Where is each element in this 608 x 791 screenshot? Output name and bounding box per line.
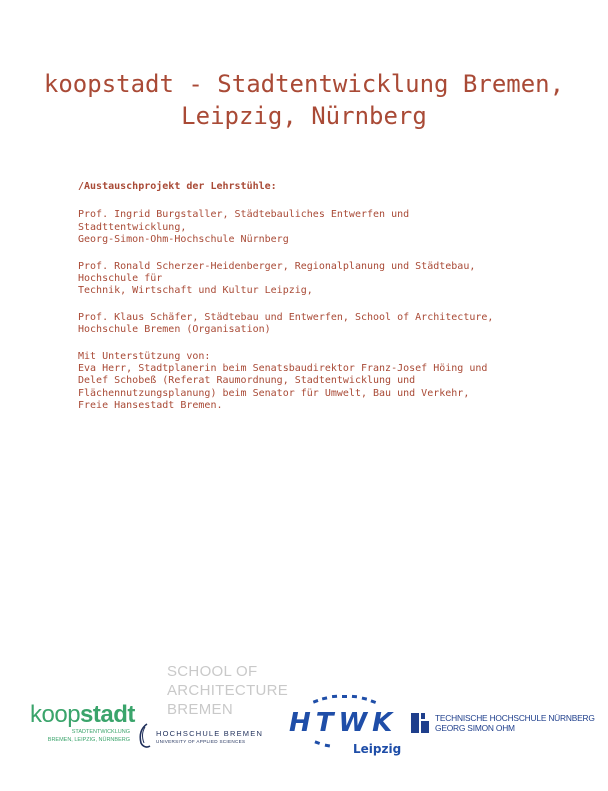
text-line: Freie Hansestadt Bremen. <box>78 400 223 412</box>
paragraph-nuernberg <box>78 209 548 246</box>
title-line-1: koopstadt - Stadtentwicklung Bremen, <box>43 70 565 98</box>
soa-line-1: SCHOOL OF <box>167 663 258 680</box>
koopstadt-logo <box>30 701 135 744</box>
text-line: Prof. Ingrid Burgstaller, Städtebauliches Entwerfen und <box>78 209 410 221</box>
koopstadt-word-a: koop <box>30 701 81 728</box>
hochschule-bremen-subtitle: UNIVERSITY OF APPLIED SCIENCES <box>156 739 246 744</box>
koopstadt-subline-1: STADTENTWICKLUNG <box>71 729 130 735</box>
htwk-letters: HTWK <box>289 708 398 738</box>
text-line: Prof. Klaus Schäfer, Städtebau und Entwerfen, School of Architecture, <box>78 311 494 323</box>
document-body <box>78 181 548 427</box>
text-line: Flächennutzungsplanung) beim Senator für Umwelt, Bau und Verkehr, <box>78 387 470 399</box>
hochschule-bremen-name: HOCHSCHULE BREMEN <box>156 729 264 738</box>
htwk-leipzig-logo <box>287 694 407 764</box>
section-heading: /Austauschprojekt der Lehrstühle: <box>78 181 277 192</box>
koopstadt-subline-2: BREMEN, LEIPZIG, NÜRNBERG <box>47 737 130 743</box>
text-line: Hochschule für <box>78 273 163 285</box>
school-of-architecture-logo <box>167 662 289 719</box>
koopstadt-wordmark <box>30 701 135 728</box>
paragraph-support <box>78 351 548 413</box>
text-line: Eva Herr, Stadtplanerin beim Senatsbaudirektor Franz-Josef Höing und <box>78 363 488 375</box>
th-nuernberg-logo <box>409 711 595 739</box>
text-line: Hochschule Bremen (Organisation) <box>78 324 271 336</box>
soa-line-3: BREMEN <box>167 701 233 718</box>
text-line: Prof. Ronald Scherzer-Heidenberger, Regionalplanung und Städtebau, <box>78 260 476 272</box>
koopstadt-word-b: stadt <box>80 701 135 728</box>
soa-line-2: ARCHITECTURE <box>167 682 289 699</box>
text-line: Georg-Simon-Ohm-Hochschule Nürnberg <box>78 234 289 246</box>
text-line: Delef Schobeß (Referat Raumordnung, Stadtentwicklung und <box>78 375 416 387</box>
hochschule-bremen-emblem-icon <box>137 723 157 749</box>
th-nuernberg-line-2: GEORG SIMON OHM <box>435 723 515 733</box>
title-line-2: Leipzig, Nürnberg <box>181 102 427 130</box>
th-nuernberg-emblem-icon <box>409 711 433 735</box>
paragraph-leipzig <box>78 261 548 298</box>
text-line: Stadttentwicklung, <box>78 221 187 233</box>
text-line: Mit Unterstützung von: <box>78 350 211 362</box>
text-line: Technik, Wirtschaft und Kultur Leipzig, <box>78 285 313 297</box>
paragraph-bremen <box>78 312 548 337</box>
htwk-city: Leipzig <box>353 742 402 756</box>
page-title <box>0 68 608 132</box>
th-nuernberg-line-1: TECHNISCHE HOCHSCHULE NÜRNBERG <box>435 713 595 723</box>
